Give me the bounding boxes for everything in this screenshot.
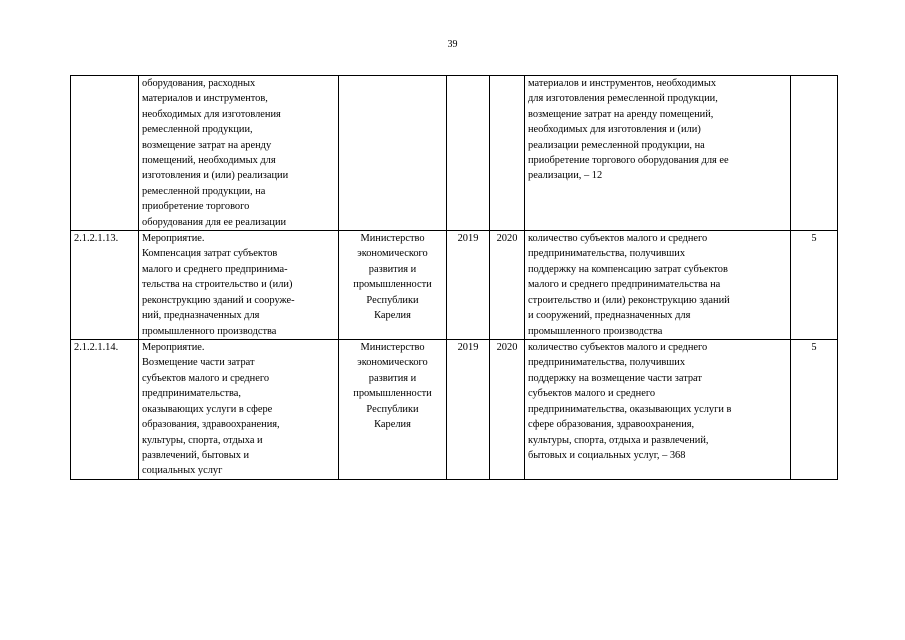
cell-event-line: ремесленной продукции, на xyxy=(142,185,266,197)
cell-event-line: ний, предназначенных для xyxy=(142,310,260,322)
cell-executor xyxy=(339,231,447,340)
cell-executor xyxy=(339,340,447,480)
cell-indicator-line: сфере образования, здравоохранения, xyxy=(528,419,695,431)
cell-executor-line: Карелия xyxy=(374,419,411,431)
cell-number xyxy=(71,76,139,231)
cell-executor-line: развития и xyxy=(368,263,417,275)
cell-event-line: малого и среднего предпринима- xyxy=(142,263,288,275)
cell-event-line: предпринимательства, xyxy=(142,388,242,400)
table-row xyxy=(71,340,838,480)
cell-year-start: 2019 xyxy=(447,340,490,480)
cell-event-line: социальных услуг xyxy=(142,465,223,477)
cell-indicator-line: необходимых для изготовления и (или) xyxy=(528,124,701,136)
cell-year-start: 2019 xyxy=(447,231,490,340)
cell-event-line: промышленного производства xyxy=(142,325,277,337)
cell-indicator-line: поддержку на возмещение части затрат xyxy=(528,372,702,384)
cell-event-line: необходимых для изготовления xyxy=(142,108,281,120)
cell-indicator-line: возмещение затрат на аренду помещений, xyxy=(528,108,714,120)
table-row xyxy=(71,231,838,340)
cell-indicator-line: количество субъектов малого и среднего xyxy=(528,233,708,245)
measures-table xyxy=(70,75,838,480)
cell-indicator-line: бытовых и социальных услуг, – 368 xyxy=(528,449,686,461)
cell-event xyxy=(139,340,339,480)
cell-indicator-line: культуры, спорта, отдыха и развлечений, xyxy=(528,434,709,446)
cell-indicator-line: для изготовления ремесленной продукции, xyxy=(528,93,718,105)
cell-number: 2.1.2.1.14. xyxy=(71,340,139,480)
cell-number: 2.1.2.1.13. xyxy=(71,231,139,340)
cell-event-line: помещений, необходимых для xyxy=(142,155,276,167)
cell-indicator-line: субъектов малого и среднего xyxy=(528,388,656,400)
cell-year-end: 2020 xyxy=(490,340,525,480)
cell-indicator-line: материалов и инструментов, необходимых xyxy=(528,78,717,89)
cell-indicator-line: предпринимательства, оказывающих услуги в xyxy=(528,403,732,415)
page-number: 39 xyxy=(447,39,458,50)
cell-indicator-line: промышленного производства xyxy=(528,325,663,337)
cell-indicator-line: поддержку на компенсацию затрат субъектов xyxy=(528,263,728,275)
cell-executor-line: Республики xyxy=(366,403,419,415)
cell-value: 5 xyxy=(791,231,838,340)
cell-year-start xyxy=(447,76,490,231)
cell-executor-line: Карелия xyxy=(374,310,411,322)
cell-event-line: реконструкцию зданий и сооруже- xyxy=(142,294,295,306)
cell-event-line: материалов и инструментов, xyxy=(142,93,268,105)
cell-event xyxy=(139,231,339,340)
table-body xyxy=(71,76,838,480)
cell-event-line: ремесленной продукции, xyxy=(142,124,253,136)
cell-indicator-line: предпринимательства, получивших xyxy=(528,248,686,260)
cell-indicator-line: строительство и (или) реконструкцию зданий xyxy=(528,294,730,306)
cell-event-line: оборудования, расходных xyxy=(142,78,256,89)
cell-executor-line: Министерство xyxy=(360,233,425,245)
cell-executor-line: промышленности xyxy=(353,279,432,291)
cell-indicator-line: предпринимательства, получивших xyxy=(528,357,686,369)
cell-event-line: культуры, спорта, отдыха и xyxy=(142,434,263,446)
cell-event-line: изготовления и (или) реализации xyxy=(142,170,289,182)
cell-event xyxy=(139,76,339,231)
cell-event-line: образования, здравоохранения, xyxy=(142,419,280,431)
cell-executor-line: экономического xyxy=(357,357,428,369)
cell-event-line: развлечений, бытовых и xyxy=(142,449,250,461)
cell-event-line: Мероприятие. xyxy=(142,342,205,354)
cell-executor xyxy=(339,76,447,231)
cell-event-line: тельства на строительство и (или) xyxy=(142,279,293,291)
cell-executor-line: Министерство xyxy=(360,342,425,354)
cell-indicator xyxy=(525,340,791,480)
cell-year-end: 2020 xyxy=(490,231,525,340)
cell-event-line: Компенсация затрат субъектов xyxy=(142,248,278,260)
cell-value xyxy=(791,76,838,231)
cell-indicator xyxy=(525,231,791,340)
cell-event-line: приобретение торгового xyxy=(142,201,250,213)
cell-event-line: оборудования для ее реализации xyxy=(142,216,287,228)
cell-executor-line: развития и xyxy=(368,372,417,384)
cell-indicator-line: реализации, – 12 xyxy=(528,170,603,182)
cell-event-line: субъектов малого и среднего xyxy=(142,372,270,384)
table-row xyxy=(71,76,838,231)
cell-indicator-line: малого и среднего предпринимательства на xyxy=(528,279,721,291)
cell-indicator-line: реализации ремесленной продукции, на xyxy=(528,139,705,151)
cell-value: 5 xyxy=(791,340,838,480)
cell-year-end xyxy=(490,76,525,231)
cell-executor-line: экономического xyxy=(357,248,428,260)
cell-indicator-line: приобретение торгового оборудования для ее xyxy=(528,155,729,167)
cell-event-line: Возмещение части затрат xyxy=(142,357,255,369)
cell-indicator-line: количество субъектов малого и среднего xyxy=(528,342,708,354)
cell-indicator-line: и сооружений, предназначенных для xyxy=(528,310,691,322)
cell-executor-line: промышленности xyxy=(353,388,432,400)
cell-event-line: Мероприятие. xyxy=(142,233,205,245)
cell-executor-line: Республики xyxy=(366,294,419,306)
cell-event-line: оказывающих услуги в сфере xyxy=(142,403,273,415)
cell-indicator xyxy=(525,76,791,231)
cell-event-line: возмещение затрат на аренду xyxy=(142,139,272,151)
